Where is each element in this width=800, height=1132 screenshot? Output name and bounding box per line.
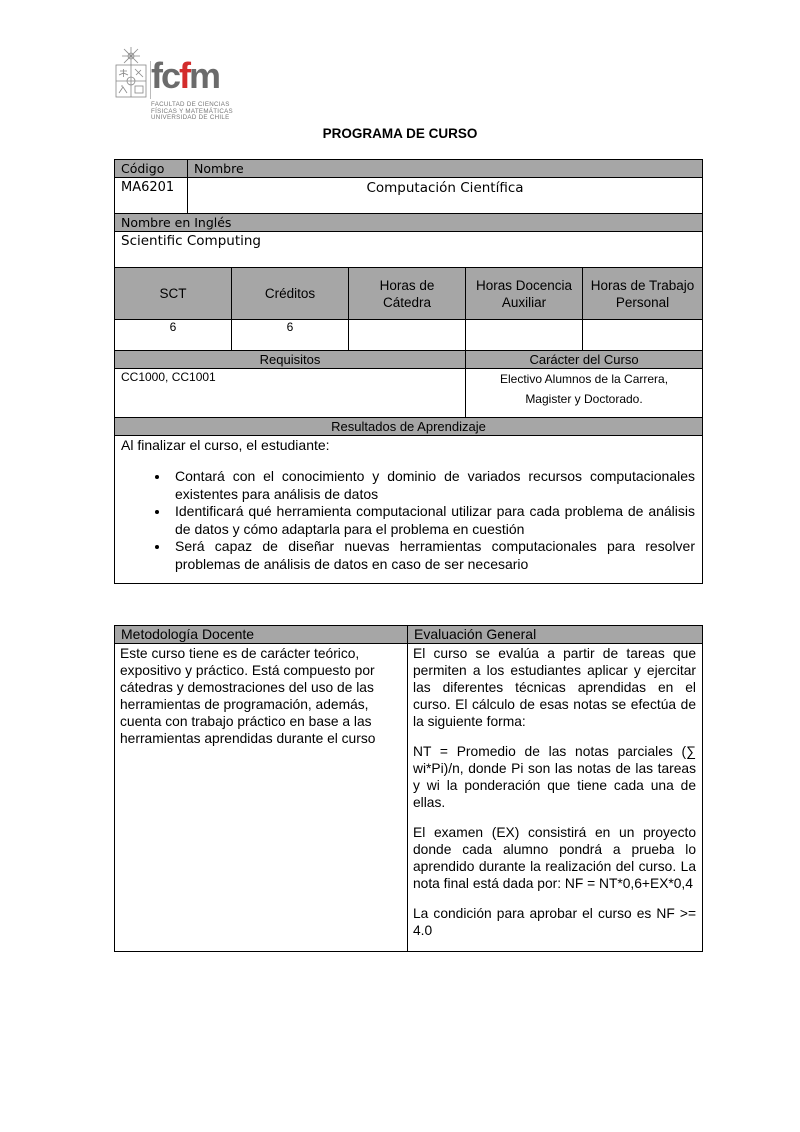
logo-subtitle-line: FACULTAD DE CIENCIAS [151, 101, 230, 108]
methodology-content [115, 644, 408, 952]
hours-value-catedra [349, 320, 466, 351]
fcfm-logo [114, 47, 240, 129]
results-label: Resultados de Aprendizaje [115, 418, 703, 436]
evaluation-label: Evaluación General [408, 626, 703, 644]
results-intro: Al finalizar el curso, el estudiante: [121, 437, 330, 453]
evaluation-paragraph: El curso se evalúa a partir de tareas que permiten a los estudiantes aplicar y ejercitar las diferentes técnicas aprendidas en el curso. El cálculo de esas notas se efectúa de la siguiente forma: [413, 646, 696, 729]
hours-header-creditos: Créditos [232, 268, 349, 320]
course-code: MA6201 [115, 178, 188, 214]
character-line: Electivo Alumnos de la Carrera, [499, 372, 669, 386]
code-label: Código [115, 160, 188, 178]
logo-subtitle [151, 102, 233, 122]
results-list [121, 468, 695, 573]
hours-header-auxiliar: Horas Docencia Auxiliar [466, 268, 583, 320]
course-info-table [114, 159, 703, 584]
character-line: Magister y Doctorado. [525, 392, 643, 406]
logo-subtitle-line: FÍSICAS Y MATEMÁTICAS [151, 107, 233, 115]
hours-header-catedra: Horas de Cátedra [349, 268, 466, 320]
hours-value-sct: 6 [115, 320, 232, 351]
course-name: Computación Científica [188, 178, 703, 214]
evaluation-paragraph: La condición para aprobar el curso es NF >= 4.0 [413, 906, 696, 938]
evaluation-paragraph: El examen (EX) consistirá en un proyecto donde cada alumno pondrá a prueba lo aprendido durante la realización del curso. La nota final está dada por: NF = NT*0,6+EX*0,4 [413, 825, 696, 891]
name-label: Nombre [188, 160, 703, 178]
requirements-label: Requisitos [115, 351, 466, 369]
character-label: Carácter del Curso [466, 351, 703, 369]
evaluation-paragraph: NT = Promedio de las notas parciales (∑ wi*Pi)/n, donde Pi son las notas de las tareas y wi la ponderación que tiene cada una de ellas. [413, 744, 696, 810]
results-content [115, 436, 703, 584]
hours-value-personal [583, 320, 703, 351]
methodology-text: Este curso tiene es de carácter teórico, expositivo y práctico. Está compuesto por cátedras y demostraciones del uso de las herramientas de programación, además, cuenta con trabajo práctico en base a las herramientas aprendidas durante el curso [120, 646, 376, 746]
logo-wordmark: fcfm [151, 55, 220, 96]
evaluation-content [408, 644, 703, 952]
logo-subtitle-line: UNIVERSIDAD DE CHILE [151, 114, 230, 122]
result-item: • Contará con el conocimiento y dominio de variados recursos computacionales existentes para análisis de datos [170, 468, 695, 503]
result-item: • Será capaz de diseñar nuevas herramientas computacionales para resolver problemas de análisis de datos en caso de ser necesario [170, 538, 695, 573]
hours-value-auxiliar [466, 320, 583, 351]
methodology-evaluation-table [114, 625, 703, 952]
hours-value-creditos: 6 [232, 320, 349, 351]
hours-header-personal: Horas de Trabajo Personal [583, 268, 703, 320]
methodology-label: Metodología Docente [115, 626, 408, 644]
character-value [466, 369, 703, 418]
requirements-value: CC1000, CC1001 [115, 369, 466, 418]
university-crest-icon [114, 47, 148, 99]
document-title: PROGRAMA DE CURSO [322, 126, 478, 141]
result-item: • Identificará qué herramienta computacional utilizar para cada problema de análisis de datos y cómo adaptarla para el problema en cuestión [170, 503, 695, 538]
english-name-label: Nombre en Inglés [115, 214, 703, 232]
english-name: Scientific Computing [115, 232, 703, 268]
hours-header-sct: SCT [115, 268, 232, 320]
